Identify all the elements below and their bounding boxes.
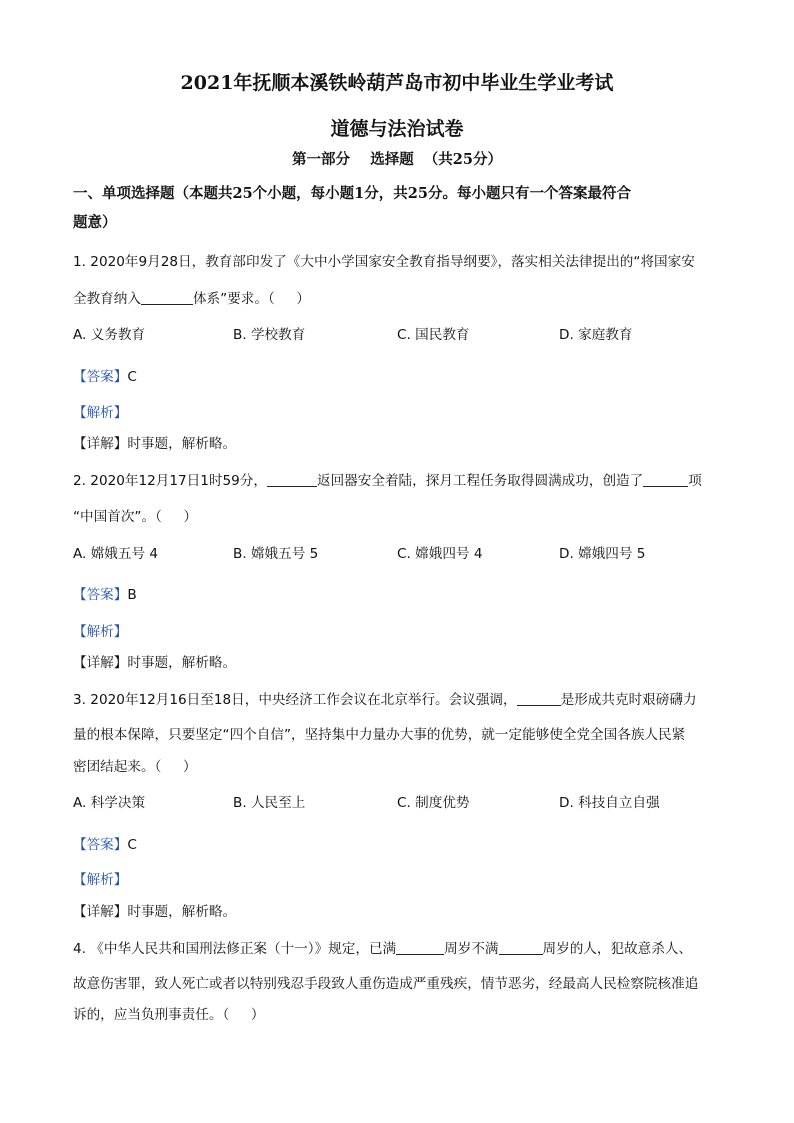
question-4-text: 4. 《中华人民共和国刑法修正案（十一）》规定，已满	[73, 941, 397, 957]
answer-blank	[643, 472, 688, 487]
question-1-text: 全教育纳入	[73, 291, 141, 307]
answer-blank	[141, 290, 193, 305]
question-3-answer	[73, 833, 137, 853]
answer-blank	[267, 472, 317, 487]
exam-title: 2021年抚顺本溪铁岭葫芦岛市初中毕业生学业考试	[180, 72, 614, 94]
question-1-answer	[73, 365, 137, 385]
answer-value: C	[127, 837, 137, 853]
question-2-option-d: D. 嫦娥四号 5	[559, 546, 646, 562]
answer-label: 【答案】	[73, 837, 128, 853]
question-2-text: 项	[688, 473, 702, 489]
question-1-option-a: A. 义务教育	[73, 327, 146, 343]
question-2-answer	[73, 583, 137, 603]
question-2-detail	[73, 651, 236, 671]
detail-text: 时事题，解析略。	[127, 436, 237, 452]
question-2-text: 返回器安全着陆，探月工程任务取得圆满成功，创造了	[317, 473, 644, 489]
question-3-text: 3. 2020年12月16日至18日，中央经济工作会议在北京举行。会议强调，	[73, 692, 517, 708]
section-heading: 一、单项选择题（本题共25个小题，每小题1分，共25分。每小题只有一个答案最符合	[73, 185, 631, 202]
question-4-line-1	[73, 937, 692, 957]
question-1-option-d: D. 家庭教育	[559, 327, 633, 343]
answer-blank	[517, 691, 561, 706]
answer-value: C	[127, 369, 137, 385]
question-1-line-1: 1. 2020年9月28日，教育部印发了《大中小学国家安全教育指导纲要》，落实相关法律提出的“将国家安	[73, 254, 695, 270]
question-3-text: 是形成共克时艰磅礴力	[560, 692, 697, 708]
question-1-detail	[73, 432, 236, 452]
question-3-option-d: D. 科技自立自强	[559, 795, 660, 811]
question-2-analysis	[73, 620, 127, 640]
question-1-line-2	[73, 287, 310, 307]
question-2-line-1	[73, 469, 702, 489]
question-1-text: 体系”要求。（ ）	[192, 291, 310, 307]
question-3-option-a: A. 科学决策	[73, 795, 146, 811]
question-1-option-b: B. 学校教育	[233, 327, 306, 343]
question-4-line-2: 故意伤害罪，致人死亡或者以特别残忍手段致人重伤造成严重残疾，情节恶劣，经最高人民检察院核准追	[73, 976, 699, 992]
answer-blank	[499, 940, 543, 955]
question-3-analysis	[73, 868, 127, 888]
question-3-line-2: 量的根本保障，只要坚定“四个自信”，坚持集中力量办大事的优势，就一定能够使全党全国各族人民紧	[73, 727, 686, 743]
question-4-text: 周岁不满	[444, 941, 499, 957]
answer-blank	[396, 940, 444, 955]
question-4-text: 周岁的人，犯故意杀人、	[542, 941, 693, 957]
question-3-line-3: 密团结起来。（ ）	[73, 759, 197, 775]
answer-label: 【答案】	[73, 587, 128, 603]
question-2-option-c: C. 嫦娥四号 4	[397, 546, 483, 562]
question-2-option-b: B. 嫦娥五号 5	[233, 546, 319, 562]
analysis-label: 【解析】	[73, 405, 128, 421]
analysis-label: 【解析】	[73, 872, 128, 888]
detail-label: 【详解】	[73, 655, 128, 671]
question-2-text: 2. 2020年12月17日1时59分，	[73, 473, 267, 489]
detail-label: 【详解】	[73, 904, 128, 920]
answer-label: 【答案】	[73, 369, 128, 385]
section-heading-cont: 题意）	[73, 214, 117, 231]
question-2-line-2: “中国首次”。（ ）	[73, 509, 198, 525]
question-1-option-c: C. 国民教育	[397, 327, 470, 343]
question-3-detail	[73, 900, 236, 920]
answer-value: B	[127, 587, 137, 603]
question-1-analysis	[73, 401, 127, 421]
detail-text: 时事题，解析略。	[127, 904, 237, 920]
question-3-option-b: B. 人民至上	[233, 795, 306, 811]
question-2-option-a: A. 嫦娥五号 4	[73, 546, 159, 562]
analysis-label: 【解析】	[73, 624, 128, 640]
question-3-line-1	[73, 688, 697, 708]
question-4-line-3: 诉的，应当负刑事责任。（ ）	[73, 1007, 265, 1023]
detail-label: 【详解】	[73, 436, 128, 452]
detail-text: 时事题，解析略。	[127, 655, 237, 671]
question-3-option-c: C. 制度优势	[397, 795, 470, 811]
exam-subtitle: 道德与法治试卷	[330, 118, 464, 140]
part-title: 第一部分 选择题 （共25分）	[292, 151, 502, 168]
